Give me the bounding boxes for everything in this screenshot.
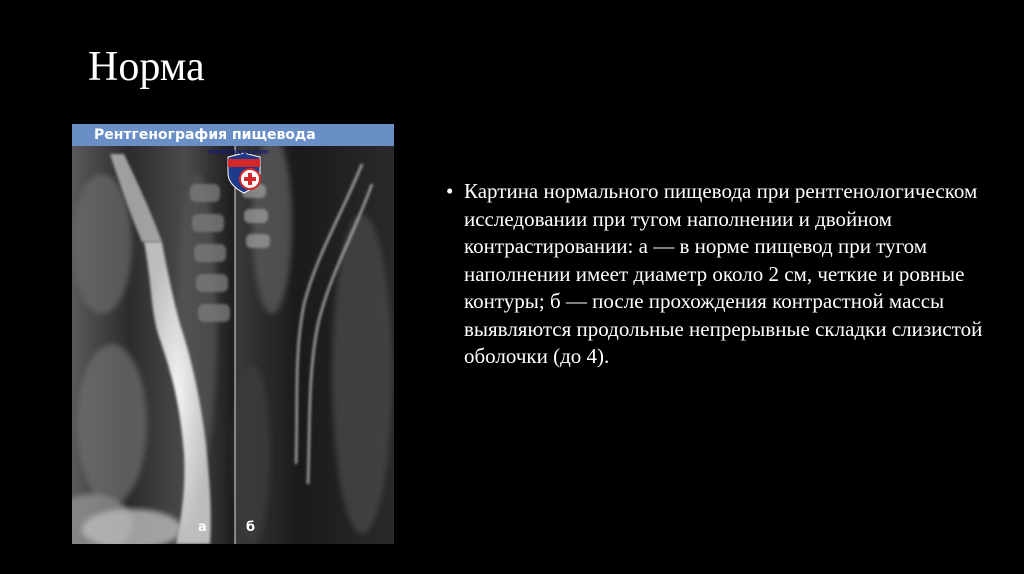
slide-title: Норма <box>88 44 205 90</box>
bullet-marker: • <box>446 179 454 203</box>
panel-label-a: а <box>198 520 207 535</box>
panel-label-b: б <box>246 520 256 535</box>
xray-image <box>72 124 394 544</box>
watermark-site: medUniver.com <box>208 148 269 156</box>
bullet-item <box>446 178 994 371</box>
bullet-list <box>446 178 994 371</box>
bullet-text: Картина нормального пищевода при рентгенологическом исследовании при тугом наполнении и двойном контрастировании: а — в норме пищевод при тугом наполнении имеет диаметр около 2 см, четкие и ровные контуры; б — после прохождения контрастной массы выявляются продольные непрерывные складки слизистой оболочки (до 4). <box>464 179 983 368</box>
figure-header: Рентгенография пищевода <box>72 124 394 146</box>
